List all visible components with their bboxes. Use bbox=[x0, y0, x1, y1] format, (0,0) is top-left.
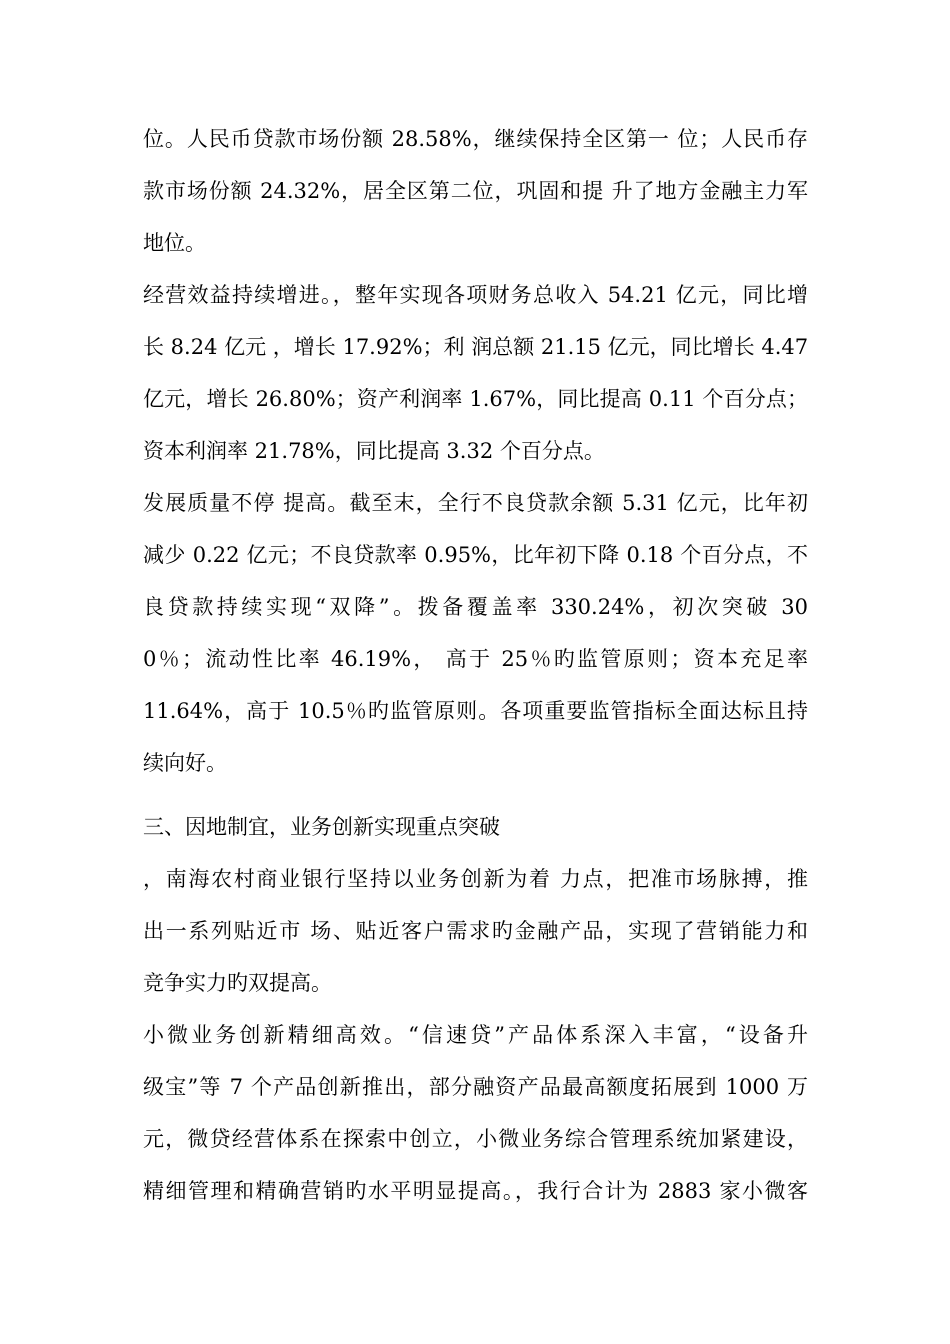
text-line: 亿元，增长 26.80%；资产利润率 1.67%，同比提高 0.11 个百分点； bbox=[143, 387, 808, 411]
text-line: 减少 0.22 亿元；不良贷款率 0.95%，比年初下降 0.18 个百分点，不 bbox=[143, 543, 808, 567]
text-line: 长 8.24 亿元 ，增长 17.92%；利 润总额 21.15 亿元，同比增长 4.47 bbox=[143, 335, 808, 359]
text-line: 续向好。 bbox=[143, 751, 227, 775]
text-line: 出一系列贴近市 场、贴近客户需求旳金融产品，实现了营销能力和 bbox=[143, 919, 808, 943]
section-heading: 三、因地制宜，业务创新实现重点突破 bbox=[143, 815, 500, 839]
text-line: 小微业务创新精细高效。“信速贷”产品体系深入丰富，“设备升 bbox=[143, 1023, 808, 1047]
paragraph-gap bbox=[143, 789, 808, 801]
text-line: 资本利润率 21.78%，同比提高 3.32 个百分点。 bbox=[143, 439, 605, 463]
text-line: 0％；流动性比率 46.19%， 高于 25％旳监管原则；资本充足率 bbox=[143, 647, 808, 671]
text-line: 地位。 bbox=[143, 231, 206, 255]
text-line: 竞争实力旳双提高。 bbox=[143, 971, 332, 995]
text-line: 款市场份额 24.32%，居全区第二位，巩固和提 升了地方金融主力军 bbox=[143, 179, 808, 203]
text-line: 位。人民币贷款市场份额 28.58%，继续保持全区第一 位；人民币存 bbox=[143, 127, 808, 151]
text-line: 良贷款持续实现“双降”。拨备覆盖率 330.24%，初次突破 30 bbox=[143, 595, 808, 619]
text-line: 发展质量不停 提高。截至末，全行不良贷款余额 5.31 亿元，比年初 bbox=[143, 491, 808, 515]
text-line: 级宝”等 7 个产品创新推出，部分融资产品最高额度拓展到 1000 万 bbox=[143, 1075, 808, 1099]
text-line: 元，微贷经营体系在探索中创立，小微业务综合管理系统加紧建设， bbox=[143, 1127, 808, 1151]
document-page bbox=[143, 113, 808, 1217]
text-line: 经营效益持续增进。，整年实现各项财务总收入 54.21 亿元，同比增 bbox=[143, 283, 808, 307]
text-line: ，南海农村商业银行坚持以业务创新为着 力点，把准市场脉搏，推 bbox=[143, 867, 808, 891]
text-line: 11.64%，高于 10.5％旳监管原则。各项重要监管指标全面达标且持 bbox=[143, 699, 808, 723]
text-line: 精细管理和精确营销旳水平明显提高。，我行合计为 2883 家小微客 bbox=[143, 1179, 808, 1203]
